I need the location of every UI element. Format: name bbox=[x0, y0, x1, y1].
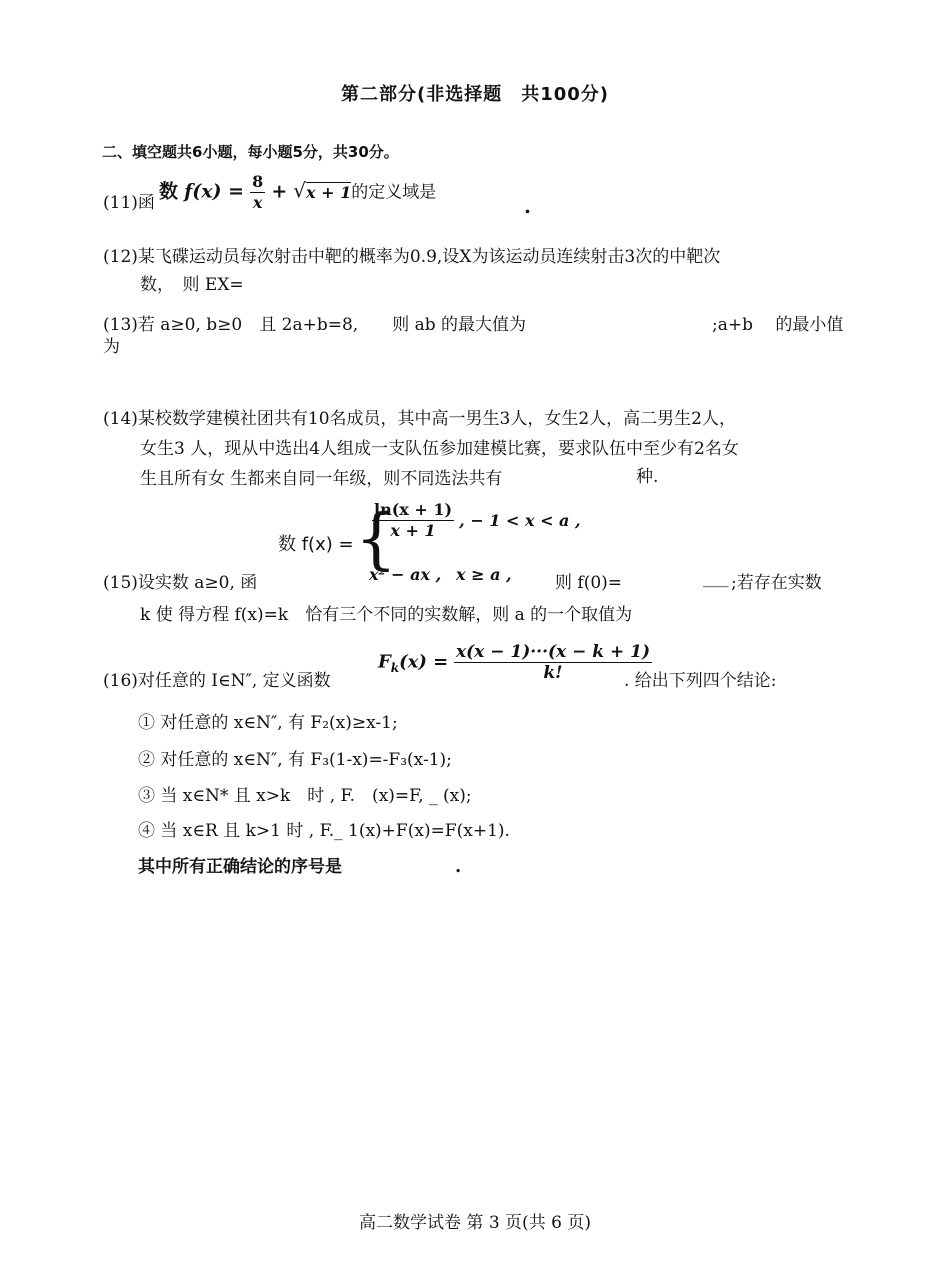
q15-case1-den: x + 1 bbox=[390, 521, 436, 540]
q11-frac-num: 8 bbox=[252, 172, 264, 191]
q14-line3: 生且所有女 生都来自同一年级，则不同选法共有 bbox=[140, 469, 503, 489]
q15-case1-num: ln(x + 1) bbox=[374, 500, 453, 519]
q16-lead: (16)对任意的 I∈N″, 定义函数 bbox=[103, 671, 331, 691]
q14-line1: (14)某校数学建模社团共有10名成员，其中高一男生3人，女生2人，高二男生2人， bbox=[103, 409, 736, 429]
q16-fraction bbox=[454, 642, 652, 683]
q13-line2: 为 bbox=[103, 337, 120, 357]
q15-func-label: 数 f(x) = bbox=[278, 534, 354, 555]
q11-formula bbox=[159, 172, 436, 213]
q13-line1a: (13)若 a≥0, b≥0 且 2a+b=8, 则 ab 的最大值为 bbox=[103, 315, 527, 335]
q15-tail: ;若存在实数 bbox=[731, 573, 822, 593]
page-title: 第二部分(非选择题 共100分) bbox=[340, 84, 610, 105]
question-11 bbox=[103, 188, 155, 213]
q11-frac-den: x bbox=[252, 193, 263, 212]
q16-tail: . 给出下列四个结论: bbox=[624, 671, 777, 691]
sqrt-icon: √ bbox=[293, 178, 307, 203]
q14-line2: 女生3 人，现从中选出4人组成一支队伍参加建模比赛，要求队伍中至少有2名女 bbox=[140, 439, 739, 459]
q16-item-2: ② 对任意的 x∈N″, 有 F₃(1-x)=-F₃(x-1); bbox=[138, 750, 452, 770]
q16-end: . bbox=[455, 856, 462, 877]
q11-end: . bbox=[524, 194, 531, 218]
q16-formula-sub: k bbox=[390, 661, 400, 676]
q11-math-prefix: 数 bbox=[159, 180, 179, 203]
q11-plus: + bbox=[271, 180, 288, 203]
section-heading: 二、填空题共6小题，每小题5分，共30分。 bbox=[102, 143, 399, 161]
q16-formula-lhs: F bbox=[378, 651, 391, 673]
q15-mid: 则 f(0)= bbox=[555, 573, 623, 593]
q15-case2: x² − ax , bbox=[369, 565, 442, 584]
q11-tail: 的定义域是 bbox=[351, 182, 437, 203]
q15-blank: ___ bbox=[703, 568, 729, 588]
q13-line1b: ;a+b 的最小值 bbox=[712, 315, 844, 335]
q14-line3-end: 种. bbox=[636, 467, 659, 487]
page-footer: 高二数学试卷 第 3 页(共 6 页) bbox=[359, 1213, 591, 1233]
q16-item-4: ④ 当 x∈R 且 k>1 时 , F._ 1(x)+F(x)=F(x+1). bbox=[138, 821, 510, 841]
q11-fraction bbox=[250, 172, 265, 213]
q11-number: (11) bbox=[103, 193, 138, 213]
q12-line1: (12)某飞碟运动员每次射击中靶的概率为0.9,设X为该运动员连续射击3次的中靶次 bbox=[103, 247, 721, 267]
q16-item-3: ③ 当 x∈N* 且 x>k 时 , F. (x)=F, _ (x); bbox=[138, 786, 472, 806]
q16-conclusion: 其中所有正确结论的序号是 bbox=[138, 857, 342, 877]
q15-case1-cond: , − 1 < x < a , bbox=[459, 511, 581, 530]
q16-formula-arg: (x) = bbox=[399, 651, 449, 673]
q15-line2: k 使 得方程 f(x)=k 恰有三个不同的实数解，则 a 的一个取值为 bbox=[140, 605, 633, 625]
q16-item-1: ① 对任意的 x∈N″, 有 F₂(x)≥x-1; bbox=[138, 713, 398, 733]
q16-frac-den: k! bbox=[543, 663, 563, 683]
q11-sqrt-body: x + 1 bbox=[306, 182, 352, 202]
q16-frac-num: x(x − 1)···(x − k + 1) bbox=[455, 642, 650, 662]
q15-case1 bbox=[372, 500, 581, 541]
q15-case2-cond: x ≥ a , bbox=[456, 565, 512, 584]
brace-icon: { bbox=[355, 500, 397, 577]
q15-case1-fraction bbox=[372, 500, 454, 541]
q11-func: f(x) = bbox=[184, 180, 245, 203]
q15-lead: (15)设实数 a≥0, 函 bbox=[103, 573, 258, 593]
q16-formula bbox=[378, 642, 652, 683]
q12-line2: 数， 则 EX= bbox=[140, 275, 244, 295]
q11-lead: 函 bbox=[137, 193, 155, 213]
